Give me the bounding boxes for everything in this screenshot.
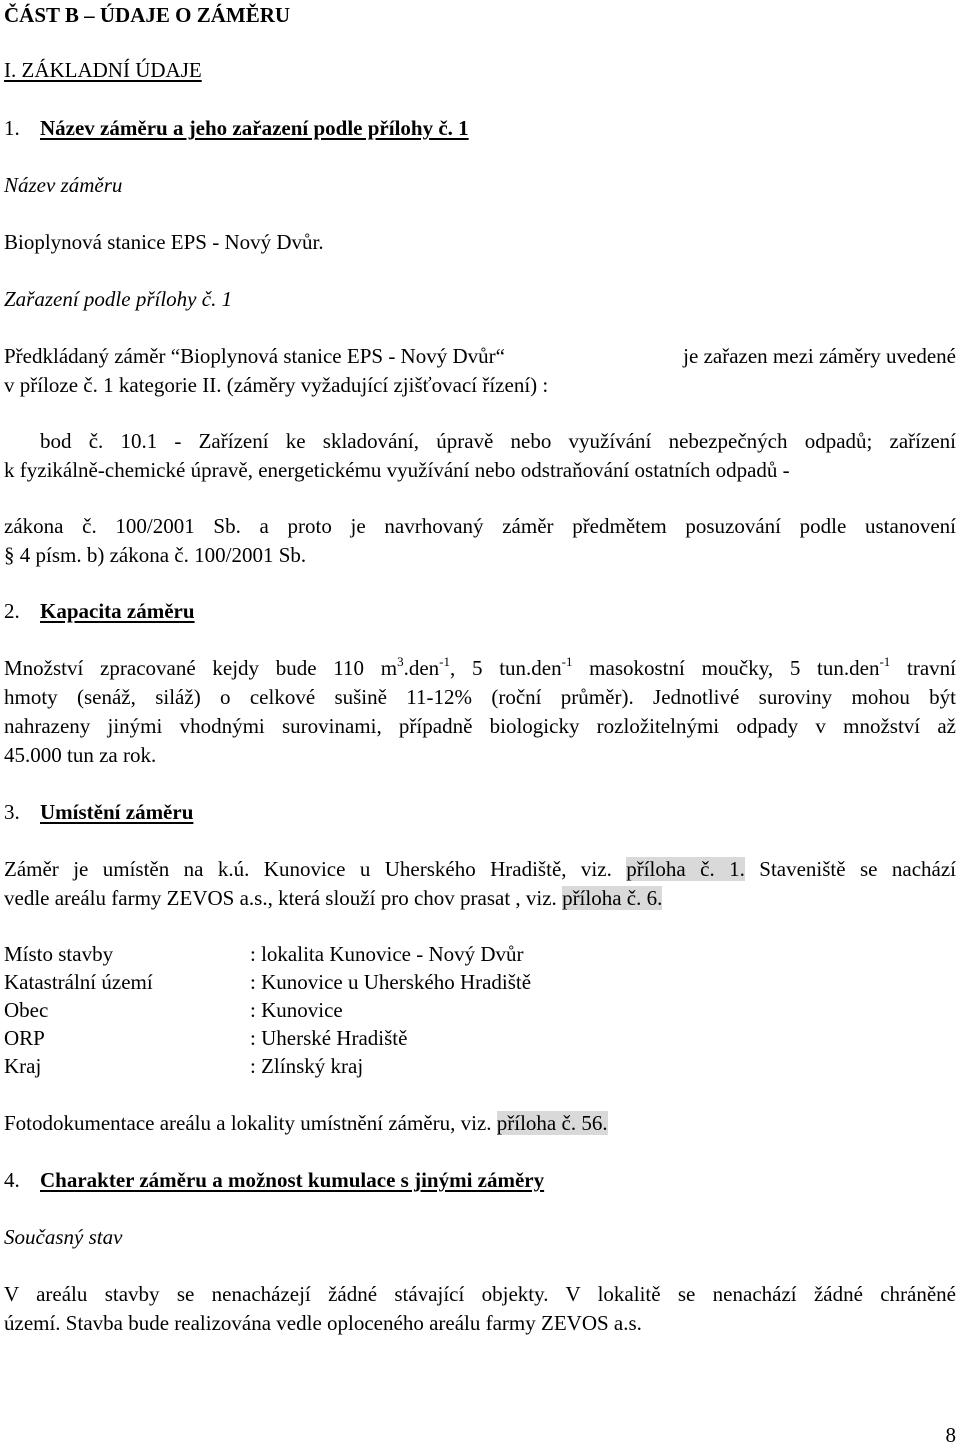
sup-3: 3 [397,654,404,669]
appendix-6-reference: příloha č. 6. [562,886,663,910]
section-2-heading-text: Kapacita záměru [40,599,195,623]
location-table-row [4,942,524,966]
capacity-text-e: travní [890,656,957,680]
location-line-2 [4,888,662,909]
section-3-number: 3. [4,800,20,824]
location-line-1 [4,859,956,880]
photo-text: Fotodokumentace areálu a lokality umístnění záměru, viz. [4,1111,497,1135]
section-3-heading-text: Umístění záměru [40,800,194,824]
current-state-line-1: V areálu stavby se nenacházejí žádné stávající objekty. V lokalitě se nenachází žádné chráněné [4,1282,956,1306]
table-value: : Kunovice [250,998,343,1022]
section-4-heading [4,1170,544,1191]
table-label: Místo stavby [4,942,114,966]
section-1-heading [4,118,469,139]
section-1-number: 1. [4,116,20,140]
table-label: Kraj [4,1054,42,1078]
bod-line-1: bod č. 10.1 - Zařízení ke skladování, úpravě nebo využívání nebezpečných odpadů; zařízení [40,429,956,453]
sup-minus-1: -1 [439,654,450,669]
location-table-row [4,998,343,1022]
location-table-row [4,970,532,994]
classification-text-a: Předkládaný záměr “Bioplynová stanice EPS - Nový Dvůr“ [4,344,505,368]
location-table-row [4,1026,408,1050]
name-value: Bioplynová stanice EPS - Nový Dvůr. [4,230,324,254]
name-label: Název záměru [4,173,123,197]
capacity-text-a: Množství zpracované kejdy bude 110 m [4,656,398,680]
appendix-1-reference: příloha č. 1. [626,857,745,881]
section-4-number: 4. [4,1168,20,1192]
section-2-heading [4,601,195,622]
law-line-2: § 4 písm. b) zákona č. 100/2001 Sb. [4,543,307,567]
sup-minus-1: -1 [561,654,573,669]
capacity-text-d: masokostní moučky, 5 tun.den [572,656,880,680]
capacity-text-b: .den [403,656,440,680]
table-label: Obec [4,998,49,1022]
location-text-a: Záměr je umístěn na k.ú. Kunovice u Uherského Hradiště, viz. [4,857,627,881]
section-3-heading [4,802,193,823]
capacity-line-3: nahrazeny jinými vhodnými surovinami, případně biologicky rozložitelnými odpady v množství až [4,714,956,738]
location-text-b: Staveniště se nachází [744,857,957,881]
sup-minus-1: -1 [879,654,891,669]
capacity-line-2: hmoty (senáž, siláž) o celkové sušině 11-12% (roční průměr). Jednotlivé suroviny mohou být [4,685,956,709]
capacity-text-c: , 5 tun.den [450,656,562,680]
table-value: : Uherské Hradiště [250,1026,408,1050]
table-label: Katastrální území [4,970,153,994]
section-4-heading-text: Charakter záměru a možnost kumulace s jinými záměry [40,1168,545,1192]
capacity-line-1 [4,654,957,680]
classification-label: Zařazení podle přílohy č. 1 [4,287,233,311]
bod-line-2: k fyzikálně-chemické úpravě, energetickému využívání nebo odstraňování ostatních odpadů - [4,458,790,482]
classification-text-b: je zařazen mezi záměry uvedené [683,344,956,368]
capacity-line-4: 45.000 tun za rok. [4,743,157,767]
classification-line-2: v příloze č. 1 kategorie II. (záměry vyžadující zjišťovací řízení) : [4,373,549,397]
law-line-1: zákona č. 100/2001 Sb. a proto je navrhovaný záměr předmětem posuzování podle ustanovení [4,514,956,538]
table-value: : Zlínský kraj [250,1054,364,1078]
table-value: : lokalita Kunovice - Nový Dvůr [250,942,524,966]
photo-documentation-line [4,1113,608,1134]
part-title: ČÁST B – ÚDAJE O ZÁMĚRU [4,3,291,27]
location-table-row [4,1054,364,1078]
section-2-number: 2. [4,599,20,623]
current-state-line-2: území. Stavba bude realizována vedle oploceného areálu farmy ZEVOS a.s. [4,1311,642,1335]
table-value: : Kunovice u Uherského Hradiště [250,970,532,994]
current-state-subheading: Současný stav [4,1225,123,1249]
location-text-c: vedle areálu farmy ZEVOS a.s., která slouží pro chov prasat , viz. [4,886,563,910]
appendix-56-reference: příloha č. 56. [496,1111,608,1135]
section-title: I. ZÁKLADNÍ ÚDAJE [4,58,202,82]
table-label: ORP [4,1026,45,1050]
section-1-heading-text: Název záměru a jeho zařazení podle přílohy č. 1 [40,116,469,140]
page-number: 8 [945,1423,956,1447]
